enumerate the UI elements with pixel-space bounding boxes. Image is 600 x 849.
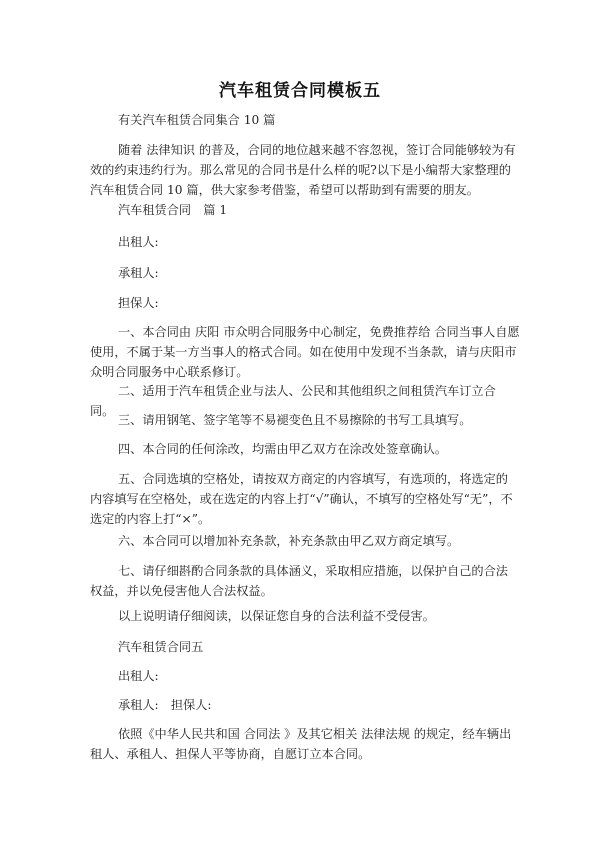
- intro-paragraph: 随着 法律知识 的普及，合同的地位越来越不容忽视，签订合同能够较为有效的约束违约行为。那么常见的合同书是什么样的呢?以下是小编帮大家整理的汽车租赁合同 10 篇，供大家参考借鉴，希望可以帮助到有需要的朋友。: [90, 143, 516, 197]
- clause-1: 一、本合同由 庆阳 市众明合同服务中心制定，免费推荐给 合同当事人自愿使用，不属于某一方当事人的格式合同。如在使用中发现不当条款，请与庆阳市众明合同服务中心联系修订。: [90, 325, 520, 379]
- lessee-label: 承租人:: [118, 266, 159, 280]
- section1-heading: 汽车租赁合同 篇 1: [118, 203, 228, 217]
- closing-paragraph: 依照《中华人民共和国 合同法 》及其它相关 法律法规 的规定，经车辆出租人、承租人、担保人平等协商，自愿订立本合同。: [90, 727, 512, 761]
- lessee-guarantor-line: 承租人: 担保人:: [118, 698, 212, 712]
- clause-7: 七、请仔细斟酌合同条款的具体涵义，采取相应措施，以保护自己的合法权益，并以免侵害他人合法权益。: [90, 564, 508, 598]
- lessor-label: 出租人:: [118, 235, 159, 249]
- lessor-label-2: 出租人:: [118, 669, 159, 683]
- guarantor-label: 担保人:: [118, 296, 159, 310]
- clause-3: 三、请用钢笔、签字笔等不易褪变色且不易擦除的书写工具填写。: [118, 413, 472, 427]
- subtitle: 有关汽车租赁合同集合 10 篇: [118, 113, 276, 127]
- clause-2: 二、适用于汽车租赁企业与法人、公民和其他组织之间租赁汽车订立合同。: [90, 384, 496, 418]
- clause-4: 四、本合同的任何涂改，均需由甲乙双方在涂改处签章确认。: [118, 442, 448, 456]
- clause-6: 六、本合同可以增加补充条款，补充条款由甲乙双方商定填写。: [118, 534, 460, 548]
- clause-5: 五、合同选填的空格处，请按双方商定的内容填写，有选项的，将选定的内容填写在空格处，或在选定的内容上打“√”确认，不填写的空格处写“无”，不选定的内容上打“×”。: [90, 472, 513, 526]
- section2-heading: 汽车租赁合同五: [118, 640, 204, 654]
- notice-paragraph: 以上说明请仔细阅读，以保证您自身的合法利益不受侵害。: [118, 609, 435, 623]
- page-title: 汽车租赁合同模板五: [219, 81, 381, 101]
